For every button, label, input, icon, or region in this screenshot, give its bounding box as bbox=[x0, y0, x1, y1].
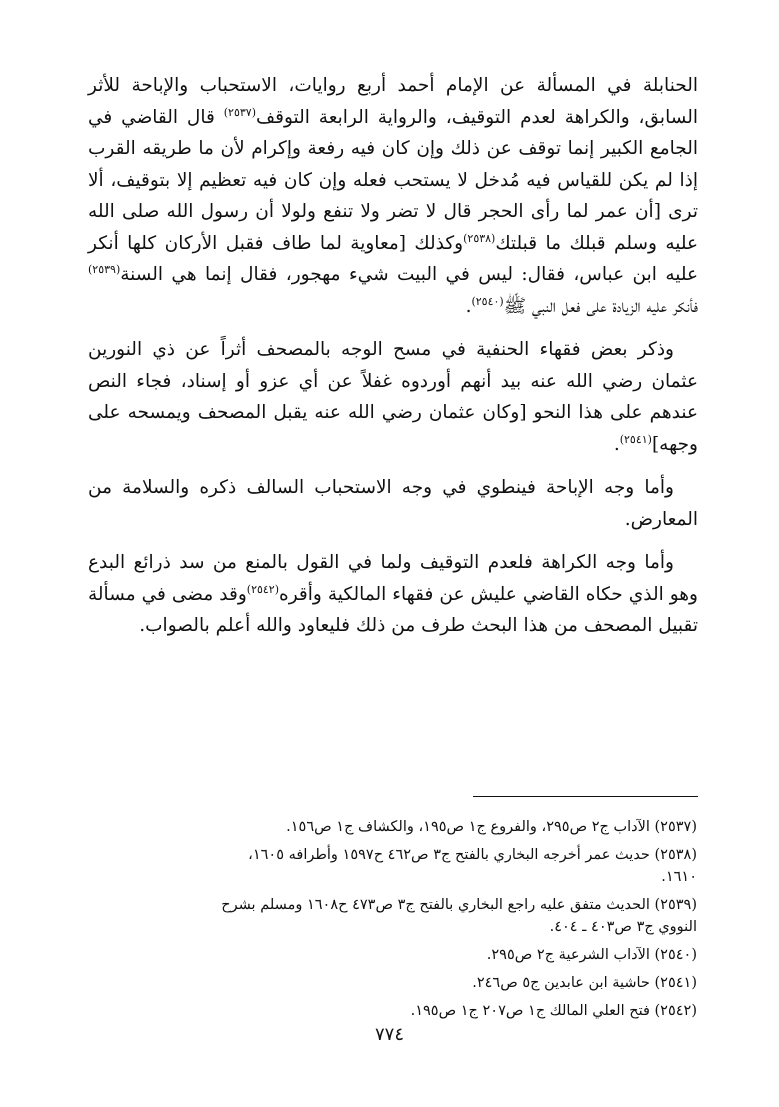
footnote: (٢٥٤٢) فتح العلي المالك ج١ ص٢٠٧ ج١ ص١٩٥. bbox=[410, 1003, 697, 1019]
text-span: . bbox=[613, 433, 620, 455]
text-span: الحنابلة في المسألة عن الإمام أحمد أربع روايات، الاستحباب والإباحة للأثر السابق، والكراهة لعدم التوقيف، والرواية الرابعة التوقف bbox=[88, 75, 698, 128]
paragraph-1 bbox=[88, 70, 698, 322]
main-text bbox=[88, 70, 698, 654]
footnote-ref: (٢٥٣٧) bbox=[223, 105, 256, 119]
footnote-ref: (٢٥٤٠) bbox=[471, 294, 504, 308]
footnote-ref: (٢٥٤١) bbox=[619, 432, 652, 446]
paragraph-2 bbox=[88, 334, 698, 460]
footnote-ref: (٢٥٣٩) bbox=[88, 262, 121, 276]
text-span: فأنكر عليه الزيادة على فعل النبي ﷺ bbox=[503, 295, 698, 317]
text-span: وذكر بعض فقهاء الحنفية في مسح الوجه بالمصحف أثراً عن ذي النورين عثمان رضي الله عنه بيد أنهم أوردوه غفلاً عن أي عزو أو إسناد، فجاء النص عندهم على هذا النحو [وكان عثمان رضي الله عنه يقبل المصحف ويمسحه على وجهه] bbox=[88, 339, 698, 455]
text-span: . bbox=[465, 295, 472, 317]
footnotes bbox=[210, 816, 697, 1028]
footnote: (٢٥٤١) حاشية ابن عابدين ج٥ ص٢٤٦. bbox=[472, 975, 697, 991]
footnote-divider bbox=[473, 796, 698, 797]
footnote: (٢٥٤٠) الآداب الشرعية ج٢ ص٢٩٥. bbox=[486, 947, 697, 963]
page-number: ٧٧٤ bbox=[374, 1024, 404, 1045]
paragraph-4 bbox=[88, 547, 698, 642]
paragraph-3 bbox=[88, 472, 698, 535]
footnote: (٢٥٣٩) الحديث متفق عليه راجع البخاري بالفتح ج٣ ص٤٧٣ ح١٦٠٨ ومسلم بشرح النووي ج٣ ص٤٠٣ ـ ٤٠٤. bbox=[221, 897, 697, 935]
text-span: قال القاضي في الجامع الكبير إنما توقف عن ذلك وإن كان فيه رفعة وإكرام لأن ما طريقه القرب إذا لم يكن للقياس فيه مُدخل لا يستحب فعله وإن كان فيه تعظيم إلا بتوقيف، ألا ترى [أن عمر لما رأى الحجر قال لا تضر ولا تنفع ولولا أن رسول الله صلى الله عليه وسلم قبلك ما قبلتك bbox=[88, 106, 698, 254]
footnote: (٢٥٣٨) حديث عمر أخرجه البخاري بالفتح ج٣ ص٤٦٢ ح١٥٩٧ وأطرافه ١٦٠٥، ١٦١٠. bbox=[248, 847, 697, 885]
text-span: وأما وجه الإباحة فينطوي في وجه الاستحباب السالف ذكره والسلامة من المعارض. bbox=[88, 477, 698, 530]
footnote-ref: (٢٥٣٨) bbox=[463, 231, 496, 245]
text-span: وقد مضى في مسألة تقبيل المصحف من هذا البحث طرف من ذلك فليعاود والله أعلم بالصواب. bbox=[88, 583, 698, 636]
text-span: وأما وجه الكراهة فلعدم التوقيف ولما في القول بالمنع من سد ذرائع البدع وهو الذي حكاه القاضي عليش عن فقهاء المالكية وأقره bbox=[88, 552, 698, 605]
footnote: (٢٥٣٧) الآداب ج٢ ص٢٩٥، والفروع ج١ ص١٩٥، والكشاف ج١ ص١٥٦. bbox=[286, 819, 697, 835]
text-span: وكذلك [معاوية لما طاف فقبل الأركان كلها أنكر عليه ابن عباس، فقال: ليس في البيت شيء مهجور، فقال إنما هي السنة bbox=[88, 232, 698, 285]
footnote-ref: (٢٥٤٢) bbox=[246, 582, 279, 596]
